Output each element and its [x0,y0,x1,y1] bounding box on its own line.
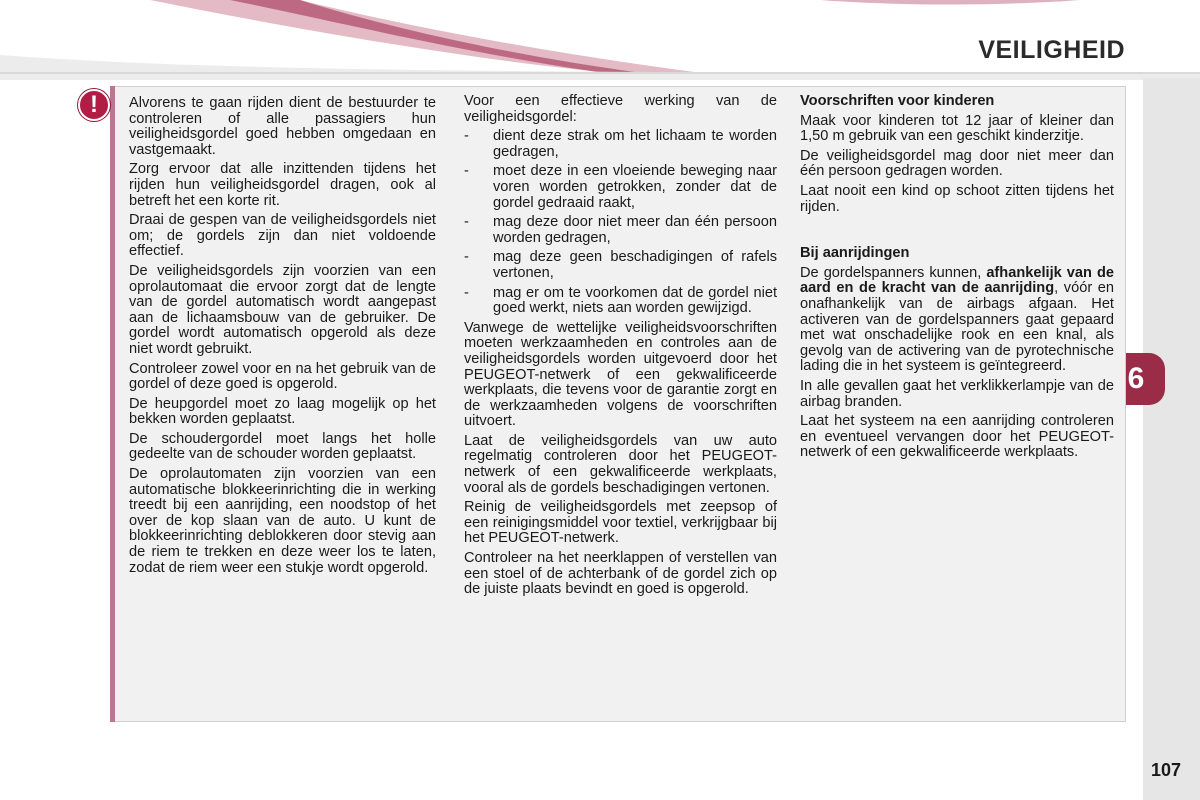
exclamation-warning-icon [78,89,110,121]
emphasis-text: afhankelijk van de aard en de kracht van de aanrijding [800,264,1114,297]
paragraph: Controleer zowel voor en na het gebruik van de gordel of deze goed is opgerold. [129,360,436,393]
list-item: - mag er om te voorkomen dat de gordel niet goed werkt, niets aan worden gewijzigd. [464,286,777,317]
panel-accent-bar [110,86,115,722]
list-item: - mag deze geen beschadigingen of rafels vertonen, [464,250,777,281]
list-item: - moet deze in een vloeiende beweging naar voren worden getrokken, zonder dat de gordel gedraaid raakt, [464,164,777,211]
paragraph: Draai de gespen van de veiligheidsgordels niet om; de gordels zijn dan niet voldoende effectief. [129,212,436,260]
paragraph: Alvorens te gaan rijden dient de bestuurder te controleren of alle passagiers hun veiligheidsgordel goed hebben omgedaan en vastgemaakt. [129,95,436,158]
text-run: , vóór en onafhankelijk van de airbags afgaan. Het activeren van de gordelspanners gaat gepaard met wat onschadelijke rook en een knal, als gevolg van de activering van de pyrotechnische lading die in het systeem is geïntegreerd. [800,280,1114,375]
paragraph: Laat het systeem na een aanrijding controleren en eventueel vervangen door het PEUGEOT-netwerk of een gekwalificeerde werkplaats. [800,413,1114,461]
paragraph: De oprolautomaten zijn voorzien van een automatische blokkeerinrichting die in werking treedt bij een aanrijding, een noodstop of het over de kop slaan van de auto. U kunt de blokkeerinrichting deblokkeren door stevig aan de riem te trekken en deze weer los te laten, zodat de riem weer een stukje wordt opgerold. [129,466,436,576]
requirements-list [464,129,777,317]
page-number: 107 [1151,760,1182,780]
text-run: De gordelspanners kunnen, [800,264,987,281]
paragraph: De heupgordel moet zo laag mogelijk op het bekken worden geplaatst. [129,395,436,428]
list-item: - dient deze strak om het lichaam te worden gedragen, [464,129,777,160]
column-3 [800,94,1114,465]
paragraph: Zorg ervoor dat alle inzittenden tijdens het rijden hun veiligheidsgordel dragen, ook al betreft het een korte rit. [129,161,436,209]
paragraph: Laat nooit een kind op schoot zitten tijdens het rijden. [800,182,1114,215]
paragraph [800,266,1114,375]
paragraph: In alle gevallen gaat het verklikkerlampje van de airbag branden. [800,377,1114,410]
header-rule [0,72,1200,74]
heading-collisions: Bij aanrijdingen [800,245,910,262]
paragraph: De veiligheidsgordels zijn voorzien van een oprolautomaat die ervoor zorgt dat de lengte van de gordel automatisch wordt aangepast aan de lichaamsbouw van de gebruiker. De gordel wordt automatisch opgerold als deze niet wordt gebruikt. [129,262,436,357]
right-margin-strip [1143,78,1200,800]
paragraph: De schoudergordel moet langs het holle gedeelte van de schouder worden geplaatst. [129,430,436,463]
list-intro: Voor een effectieve werking van de veiligheidsgordel: [464,93,777,125]
paragraph: Controleer na het neerklappen of verstellen van een stoel of de achterbank of de gordel zich op de juiste plaats bevindt en goed is opgerold. [464,550,777,598]
warning-glyph: ! [90,91,98,118]
section-title: VEILIGHEID [978,36,1125,64]
spacer [800,219,1114,246]
chapter-number: 6 [1127,362,1145,395]
paragraph: De veiligheidsgordel mag door niet meer dan één persoon gedragen worden. [800,147,1114,180]
paragraph: Reinig de veiligheidsgordels met zeepsop of een reinigingsmiddel voor textiel, verkrijgbaar bij het PEUGEOT-netwerk. [464,499,777,547]
column-2 [464,94,777,602]
paragraph: Vanwege de wettelijke veiligheidsvoorschriften moeten werkzaamheden en controles aan de veiligheidsgordels worden uitgevoerd door het PEUGEOT-netwerk of een gekwalificeerde werkplaats, die tevens voor de garantie zorgt en de werkzaamheden volgens de voorschriften uitvoert. [464,319,777,430]
list-item: - mag deze door niet meer dan één persoon worden gedragen, [464,215,777,246]
heading-children-rules: Voorschriften voor kinderen [800,93,995,109]
column-1 [129,96,436,580]
paragraph: Maak voor kinderen tot 12 jaar of kleiner dan 1,50 m gebruik van een geschikt kinderzitje. [800,112,1114,145]
paragraph: Laat de veiligheidsgordels van uw auto regelmatig controleren door het PEUGEOT-netwerk of een gekwalificeerde werkplaats, vooral als de gordels beschadigingen vertonen. [464,432,777,496]
